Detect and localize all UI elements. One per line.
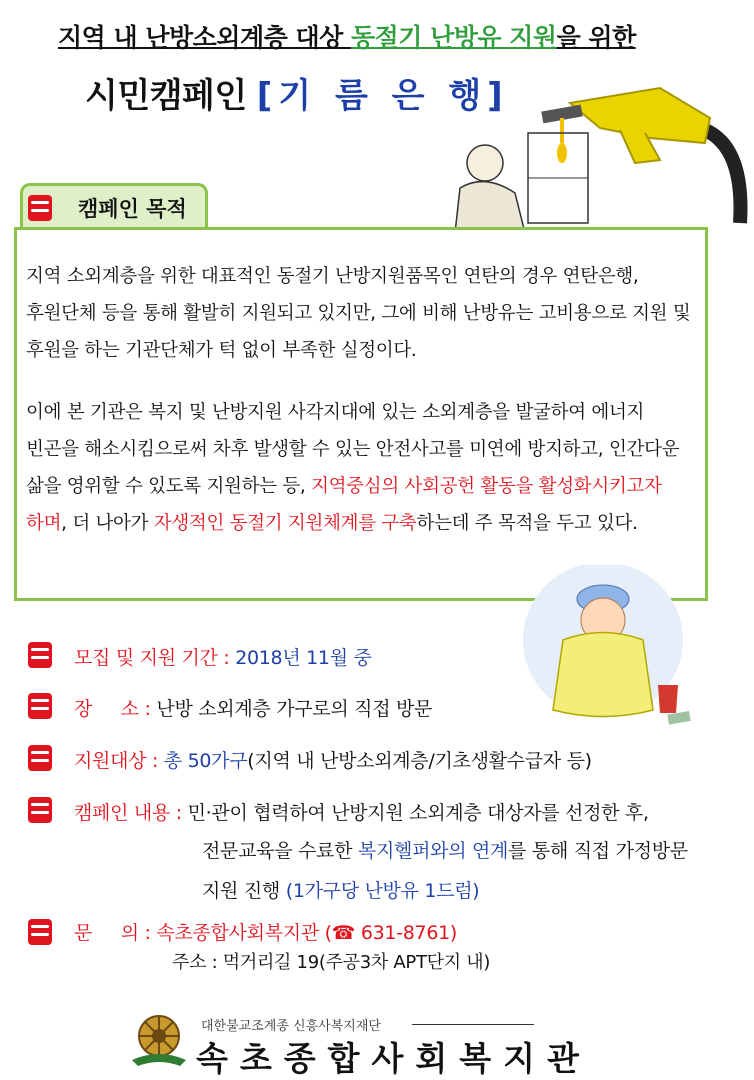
place-value: 난방 소외계층 가구로의 직접 방문: [156, 698, 433, 720]
campaign-content-line2-highlight: 복지헬퍼와의 연계: [357, 840, 509, 862]
campaign-content-line3-a: 지원 진행: [202, 880, 286, 902]
campaign-content-row: [74, 798, 649, 825]
recruit-period-row: [74, 643, 372, 670]
support-target-row: [74, 746, 592, 773]
campaign-content-line2: [202, 836, 688, 863]
campaign-content-line3-highlight: (1가구당 난방유 1드럼): [285, 880, 480, 902]
campaign-content-line2-a: 전문교육을 수료한: [202, 840, 358, 862]
campaign-content-line3: [202, 876, 479, 903]
temple-dharma-wheel-logo-icon: [128, 1008, 190, 1068]
campaign-title: 시민캠페인: [85, 76, 247, 116]
campaign-content-line2-b: 를 통해 직접 가정방문: [508, 840, 688, 862]
header-line2: [85, 68, 509, 117]
header-line1-highlight: 동절기 난방유 지원: [350, 23, 557, 52]
support-target-detail: (지역 내 난방소외계층/기초생활수급자 등): [247, 750, 592, 772]
header-line1-part1: 지역 내 난방소외계층 대상: [58, 23, 351, 52]
support-target-count: 총 50가구: [163, 750, 248, 772]
purpose-paragraph-2: [26, 394, 694, 542]
support-target-label: 지원대상 :: [74, 750, 164, 772]
contact-value: 속초종합사회복지관 (☎ 631-8761): [156, 922, 458, 944]
welfare-center-name: 속초종합사회복지관: [196, 1039, 591, 1078]
header-line1-part2: 을 위한: [556, 23, 636, 52]
red-barrel-icon: [28, 797, 52, 823]
purpose-p2-text-c: 하는데 주 목적을 두고 있다.: [416, 513, 638, 534]
recruit-period-label: 모집 및 지원 기간 :: [74, 647, 236, 669]
red-barrel-icon: [28, 745, 52, 771]
red-barrel-icon: [28, 693, 52, 719]
red-barrel-icon: [28, 919, 52, 945]
purpose-paragraph-1: 지역 소외계층을 위한 대표적인 동절기 난방지원품목인 연탄의 경우 연탄은행, 후원단체 등을 통해 활발히 지원되고 있지만, 그에 비해 난방유는 고비용으로 지원 및 후원을 하는 기관단체가 턱 없이 부족한 실정이다.: [26, 266, 691, 361]
red-barrel-icon: [28, 642, 52, 668]
purpose-p2-text-b: , 더 나아가: [61, 513, 154, 534]
cold-girl-blanket-illustration: [518, 565, 698, 730]
oil-bank-title: [기 름 은 행]: [256, 76, 509, 116]
purpose-tab-label: 캠페인 목적: [78, 197, 187, 221]
campaign-content-line1: 민·관이 협력하여 난방지원 소외계층 대상자를 선정한 후,: [187, 802, 649, 824]
red-barrel-icon: [28, 195, 52, 221]
purpose-p2-text-a: 이에 본 기관은 복지 및 난방지원 사각지대에 있는 소외계층을 발굴하여 에너지 빈곤을 해소시킴으로써 차후 발생할 수 있는 안전사고를 미연에 방지하고, 인간다운 삶을 영위할 수 있도록 지원하는 등,: [26, 402, 680, 497]
purpose-p2-highlight-2: 자생적인 동절기 지원체계를 구축: [153, 513, 417, 534]
campaign-content-label: 캠페인 내용 :: [74, 802, 188, 824]
place-row: [74, 694, 432, 721]
contact-label: 문 의 :: [74, 922, 157, 944]
foundation-name: 대한불교조계종 신흥사복지재단: [201, 1019, 381, 1034]
address-line: 주소 : 먹거리길 19(주공3차 APT단지 내): [172, 952, 491, 973]
recruit-period-value: 2018년 11월 중: [235, 647, 372, 669]
footer-divider: [412, 1024, 534, 1025]
place-label: 장 소 :: [74, 698, 157, 720]
purpose-p2-highlight-1: 지역중심의 사회공헌 활동을 활성화시키고자 하며: [26, 476, 662, 534]
contact-row: [74, 918, 457, 945]
